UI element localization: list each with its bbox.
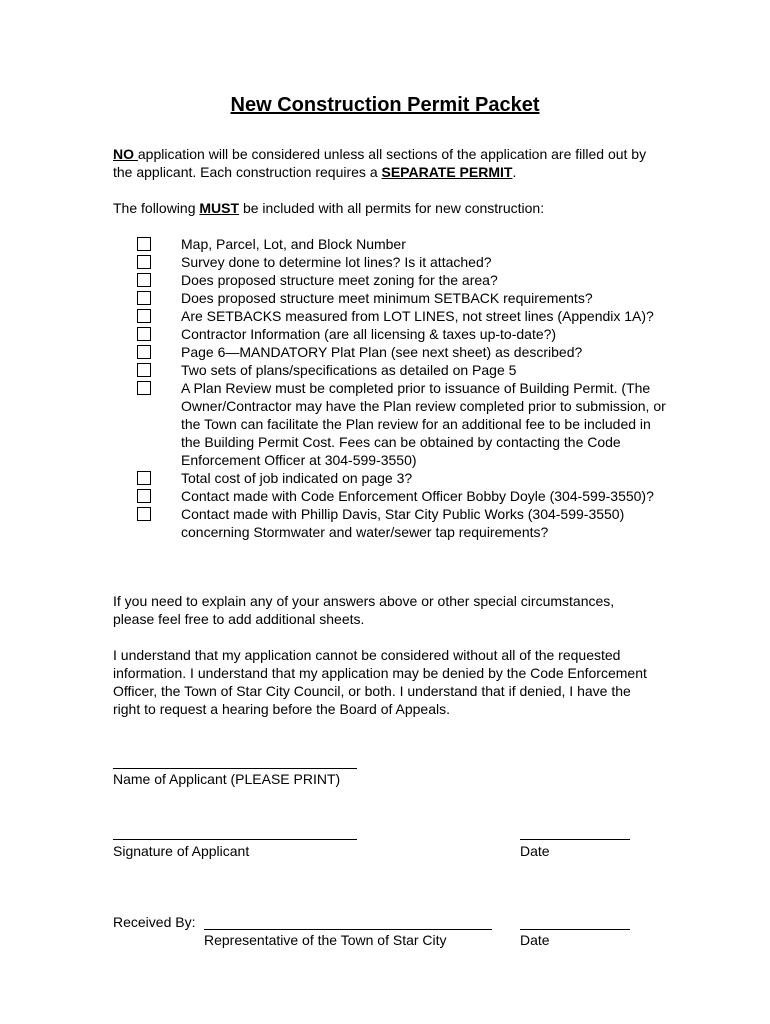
checkbox[interactable] <box>137 381 151 395</box>
intro-period: . <box>512 164 517 180</box>
separate-permit-emphasis: SEPARATE PERMIT <box>381 164 513 180</box>
checklist-item-label: Page 6—MANDATORY Plat Plan (see next sheet) as described? <box>181 344 583 360</box>
checkbox[interactable] <box>137 507 151 521</box>
checklist-item <box>137 235 667 253</box>
checkbox[interactable] <box>137 309 151 323</box>
checkbox[interactable] <box>137 345 151 359</box>
requirements-checklist <box>137 235 667 541</box>
checklist-item <box>137 361 667 379</box>
checkbox[interactable] <box>137 291 151 305</box>
checkbox[interactable] <box>137 327 151 341</box>
checkbox[interactable] <box>137 237 151 251</box>
checklist-item-label: Contact made with Code Enforcement Officer Bobby Doyle (304-599-3550)? <box>181 488 654 504</box>
received-date-line[interactable] <box>520 929 630 930</box>
intro-text: application will be considered unless all sections of the application are filled out by the applicant. Each construction requires a <box>113 146 647 180</box>
checklist-item-label: Two sets of plans/specifications as detailed on Page 5 <box>181 362 517 378</box>
checkbox[interactable] <box>137 363 151 377</box>
checklist-item-label: Total cost of job indicated on page 3? <box>181 470 413 486</box>
checklist-item <box>137 343 667 361</box>
signature-label: Signature of Applicant <box>113 843 250 859</box>
checkbox[interactable] <box>137 255 151 269</box>
representative-label: Representative of the Town of Star City <box>204 932 447 948</box>
checklist-item <box>137 271 667 289</box>
page-title: New Construction Permit Packet <box>230 94 540 116</box>
checklist-item <box>137 379 667 469</box>
checklist-item <box>137 289 667 307</box>
checklist-item <box>137 307 667 325</box>
explain-paragraph: If you need to explain any of your answers above or other special circumstances, please feel free to add additional sheets. <box>113 593 615 627</box>
checklist-item <box>137 253 667 271</box>
checklist-item-label: Contact made with Phillip Davis, Star City Public Works (304-599-3550) concerning Stormwater and water/sewer tap requirements? <box>181 506 625 540</box>
checklist-item-label: Does proposed structure meet minimum SETBACK requirements? <box>181 290 593 306</box>
checklist-item <box>137 487 667 505</box>
applicant-date-line[interactable] <box>520 839 630 840</box>
checkbox[interactable] <box>137 489 151 503</box>
must-emphasis: MUST <box>199 200 240 216</box>
received-by-label: Received By: <box>113 914 196 930</box>
checklist-item-label: Map, Parcel, Lot, and Block Number <box>181 236 406 252</box>
name-signature-line[interactable] <box>113 768 357 769</box>
following-before: The following <box>113 200 200 216</box>
checklist-item-label: A Plan Review must be completed prior to issuance of Building Permit. (The Owner/Contractor may have the Plan review completed prior to submission, or the Town can facilitate the Plan review for an additional fee to be included in the Building Permit Cost. Fees can be obtained by contacting the Code Enforcement Officer at 304-599-3550) <box>181 380 666 468</box>
name-label: Name of Applicant (PLEASE PRINT) <box>113 771 341 787</box>
checklist-item <box>137 325 667 343</box>
understand-paragraph: I understand that my application cannot be considered without all of the requested information. I understand that my application may be denied by the Code Enforcement Officer, the Town of Star City Council, or both. I understand that if denied, I have the right to request a hearing before the Board of Appeals. <box>113 647 647 717</box>
checklist-item <box>137 469 667 487</box>
following-after: be included with all permits for new construction: <box>239 200 545 216</box>
applicant-signature-line[interactable] <box>113 839 357 840</box>
checklist-item-label: Survey done to determine lot lines? Is it attached? <box>181 254 492 270</box>
checkbox[interactable] <box>137 471 151 485</box>
date-label-2: Date <box>520 932 550 948</box>
following-paragraph <box>113 199 658 217</box>
no-emphasis: NO <box>113 146 138 162</box>
checklist-item <box>137 505 667 541</box>
checklist-item-label: Does proposed structure meet zoning for the area? <box>181 272 498 288</box>
received-by-line[interactable] <box>204 929 492 930</box>
checklist-item-label: Contractor Information (are all licensing & taxes up-to-date?) <box>181 326 557 342</box>
checkbox[interactable] <box>137 273 151 287</box>
date-label: Date <box>520 843 550 859</box>
checklist-item-label: Are SETBACKS measured from LOT LINES, not street lines (Appendix 1A)? <box>181 308 654 324</box>
intro-paragraph <box>113 145 658 181</box>
